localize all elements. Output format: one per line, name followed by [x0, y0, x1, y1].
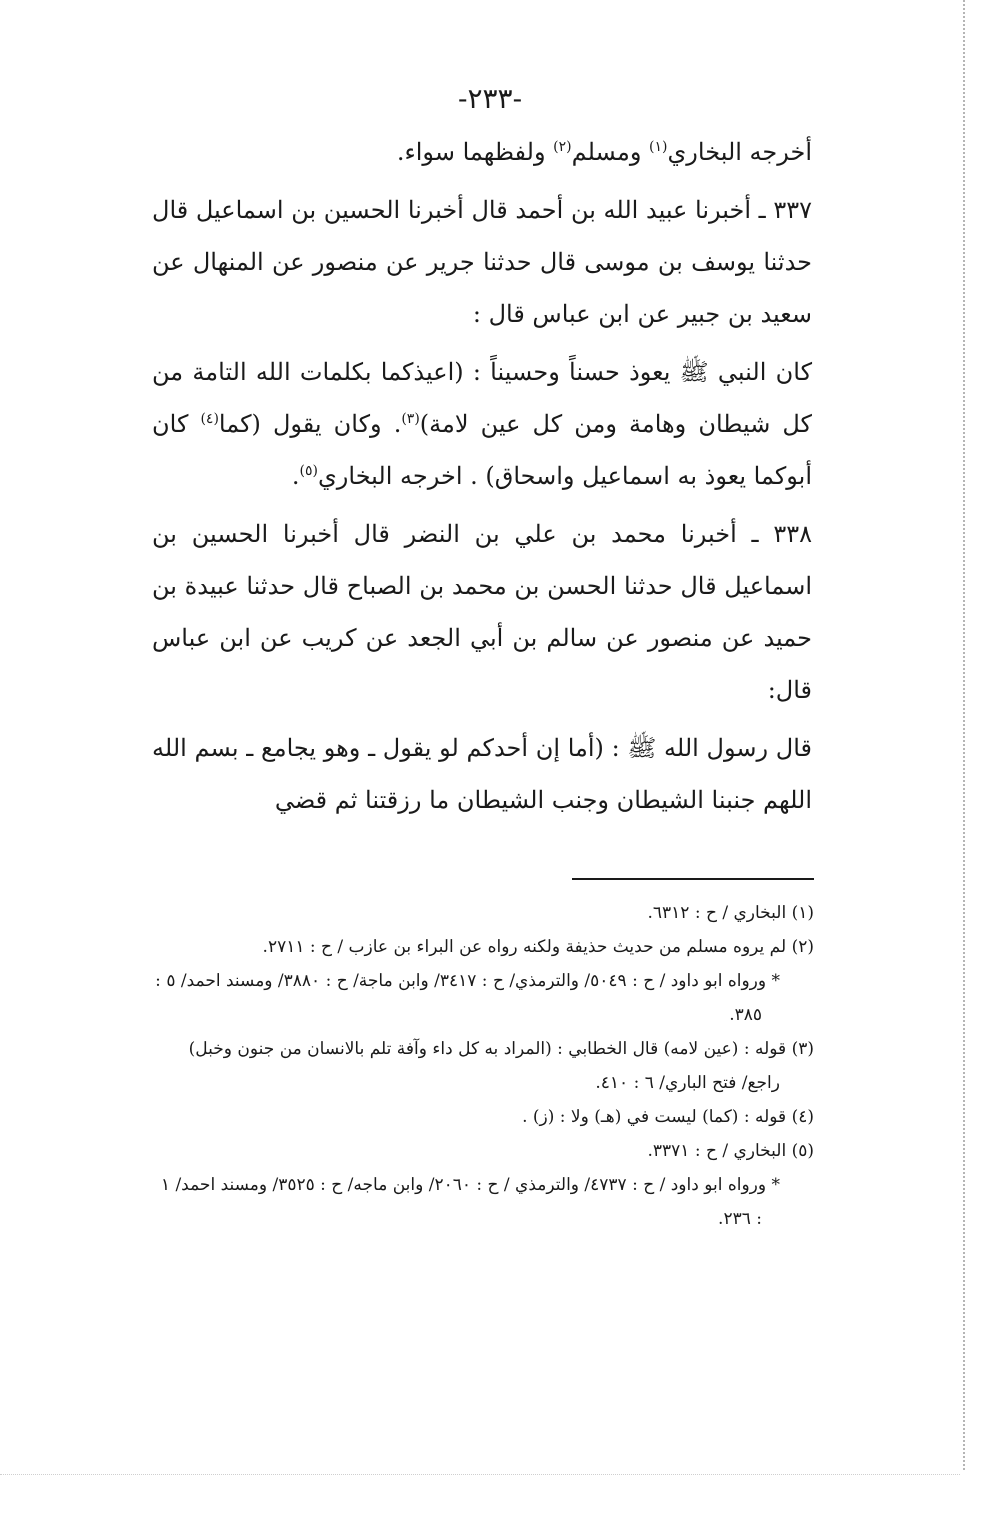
footnote: (٣) قوله : (عين لامه) قال الخطابي : (المراد به كل داء وآفة تلم بالانسان من جنون وخبل) راجع/ فتح الباري/ ٦ : ٤١٠.: [188, 1039, 814, 1093]
paragraph: كان النبي ﷺ يعوذ حسناً وحسيناً : (اعيذكما بكلمات الله التامة من كل شيطان وهامة ومن كل عين لامة)$^{(٣)}$. وكان يقول (كما$^{(٤)}$ كان أبوكما يعوذ به اسماعيل واسحاق) . اخرجه البخاري$^{(٥)}$.: [152, 358, 812, 490]
footnote-continuation: * ورواه ابو داود / ح : ٤٧٣٧/ والترمذي / ح : ٢٠٦٠/ وابن ماجه/ ح : ٣٥٢٥/ ومسند احمد/ ١ : ٢٣٦.: [160, 1175, 780, 1229]
paragraph: ٣٣٧ ـ أخبرنا عبيد الله بن أحمد قال أخبرنا الحسين بن اسماعيل قال حدثنا يوسف بن موسى قال حدثنا جرير عن منصور عن المنهال عن سعيد بن جبير عن ابن عباس قال :: [152, 196, 812, 328]
page-number: -٢٣٣-: [457, 82, 523, 115]
footnote-continuation: * ورواه ابو داود / ح : ٥٠٤٩/ والترمذي/ ح : ٣٤١٧/ وابن ماجة/ ح : ٣٨٨٠/ ومسند احمد/ ٥ : ٣٨٥.: [155, 971, 780, 1025]
paragraph: قال رسول الله ﷺ : (أما إن أحدكم لو يقول ـ وهو يجامع ـ بسم الله اللهم جنبنا الشيطان وجنب الشيطان ما رزقتنا ثم قضي: [152, 734, 812, 814]
paragraph: ٣٣٨ ـ أخبرنا محمد بن علي بن النضر قال أخبرنا الحسين بن اسماعيل قال حدثنا الحسن بن محمد بن الصباح قال حدثنا عبيدة بن حميد عن منصور عن سالم بن أبي الجعد عن كريب عن ابن عباس قال:: [152, 520, 812, 704]
paragraph: أخرجه البخاري$^{(١)}$ ومسلم$^{(٢)}$ ولفظهما سواء.: [396, 138, 812, 166]
footnote: (٥) البخاري / ح : ٣٣٧١.: [647, 1141, 814, 1161]
footnote-separator: [572, 878, 814, 880]
footnote: (٤) قوله : (كما) ليست في (هـ) ولا : (ز) .: [522, 1107, 814, 1127]
footnote: (٢) لم يروه مسلم من حديث حذيفة ولكنه رواه عن البراء بن عازب / ح : ٢٧١١.: [262, 937, 814, 957]
scan-edge-dotted-line: [963, 0, 965, 1470]
footnote: (١) البخاري / ح : ٦٣١٢.: [647, 903, 814, 923]
scan-bottom-dotted-line: [0, 1474, 960, 1475]
footnotes: [150, 896, 814, 1236]
main-text: [152, 126, 812, 826]
